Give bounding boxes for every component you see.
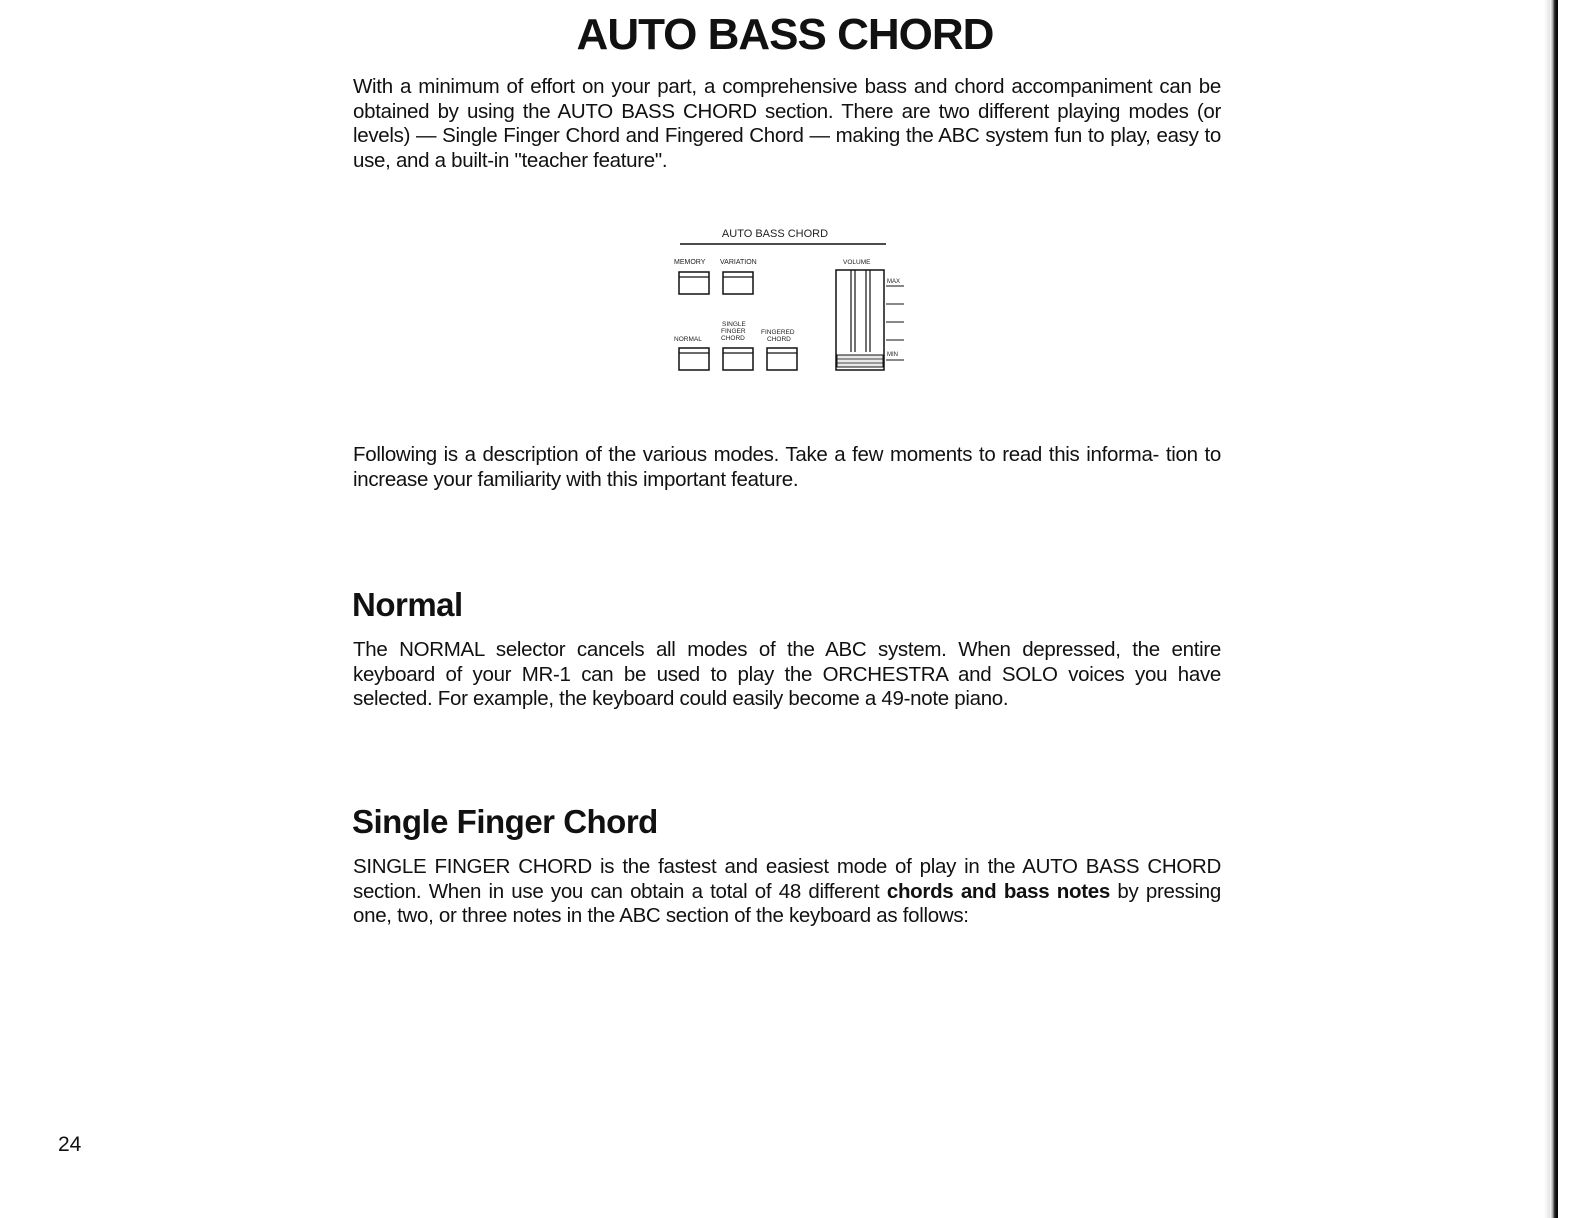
normal-paragraph <box>353 638 1221 712</box>
page-number: 24 <box>58 1133 82 1156</box>
page-title: AUTO BASS CHORD <box>576 10 994 59</box>
finger-label-line: FINGER <box>721 328 746 335</box>
scan-edge <box>1550 0 1558 1218</box>
memory-button[interactable] <box>679 272 709 294</box>
normal-line: The NORMAL selector cancels all modes of the ABC system. When depressed, the entire <box>353 638 1221 661</box>
panel-title: AUTO BASS CHORD <box>721 228 829 240</box>
normal-button[interactable] <box>679 348 709 370</box>
single-finger-chord-button[interactable] <box>723 348 753 370</box>
single-finger-line: section. When in use you can obtain a total of 48 different <box>353 879 887 903</box>
intro-line: can be obtained by using the AUTO BASS CHORD section. There are two different playing <box>353 75 1221 123</box>
single-finger-chord-paragraph <box>353 855 1221 929</box>
normal-line: selected. For example, the keyboard could easily become a 49-note piano. <box>353 687 1009 710</box>
volume-slider-knob[interactable] <box>837 355 883 367</box>
variation-button[interactable] <box>723 272 753 294</box>
normal-heading: Normal <box>352 586 463 623</box>
single-finger-line: SINGLE FINGER CHORD is the fastest and easiest mode of play in the AUTO BASS CHORD <box>353 855 1221 878</box>
fingered-label-line: FINGERED <box>761 329 795 336</box>
chord-label-line: CHORD <box>721 335 745 342</box>
intro-line: With a minimum of effort on your part, a comprehensive bass and chord accompaniment <box>353 75 1153 98</box>
intro-line: to play, easy to use, and a built-in "teacher feature". <box>353 124 1221 172</box>
single-finger-chord-heading: Single Finger Chord <box>352 803 658 840</box>
volume-max-label: MAX <box>887 279 901 285</box>
bold-phrase: chords and bass notes <box>886 879 1110 903</box>
fingered-chord-button[interactable] <box>767 348 797 370</box>
following-line: tion to increase your familiarity with this important feature. <box>353 443 1221 491</box>
volume-slider[interactable] <box>836 270 884 370</box>
single-label-line: SINGLE <box>722 321 746 328</box>
intro-paragraph <box>353 75 1221 173</box>
memory-label: MEMORY <box>674 259 706 266</box>
abc-panel-diagram <box>668 222 918 387</box>
single-finger-line: by pressing <box>1109 879 1221 903</box>
volume-min-label: MIN <box>887 352 898 358</box>
single-finger-line: one, two, or three notes in the ABC section of the keyboard as follows: <box>353 904 969 927</box>
fingered-chord-label-line: CHORD <box>767 336 791 343</box>
following-line: Following is a description of the various modes. Take a few moments to read this informa- <box>353 443 1160 466</box>
variation-label: VARIATION <box>720 259 757 266</box>
intro-line: modes (or levels) — Single Finger Chord and Fingered Chord — making the ABC system fun <box>353 99 1221 147</box>
normal-line: keyboard of your MR-1 can be used to play the ORCHESTRA and SOLO voices you have <box>353 662 1221 686</box>
volume-label: VOLUME <box>843 259 871 266</box>
normal-label: NORMAL <box>674 336 702 343</box>
following-paragraph <box>353 443 1221 492</box>
